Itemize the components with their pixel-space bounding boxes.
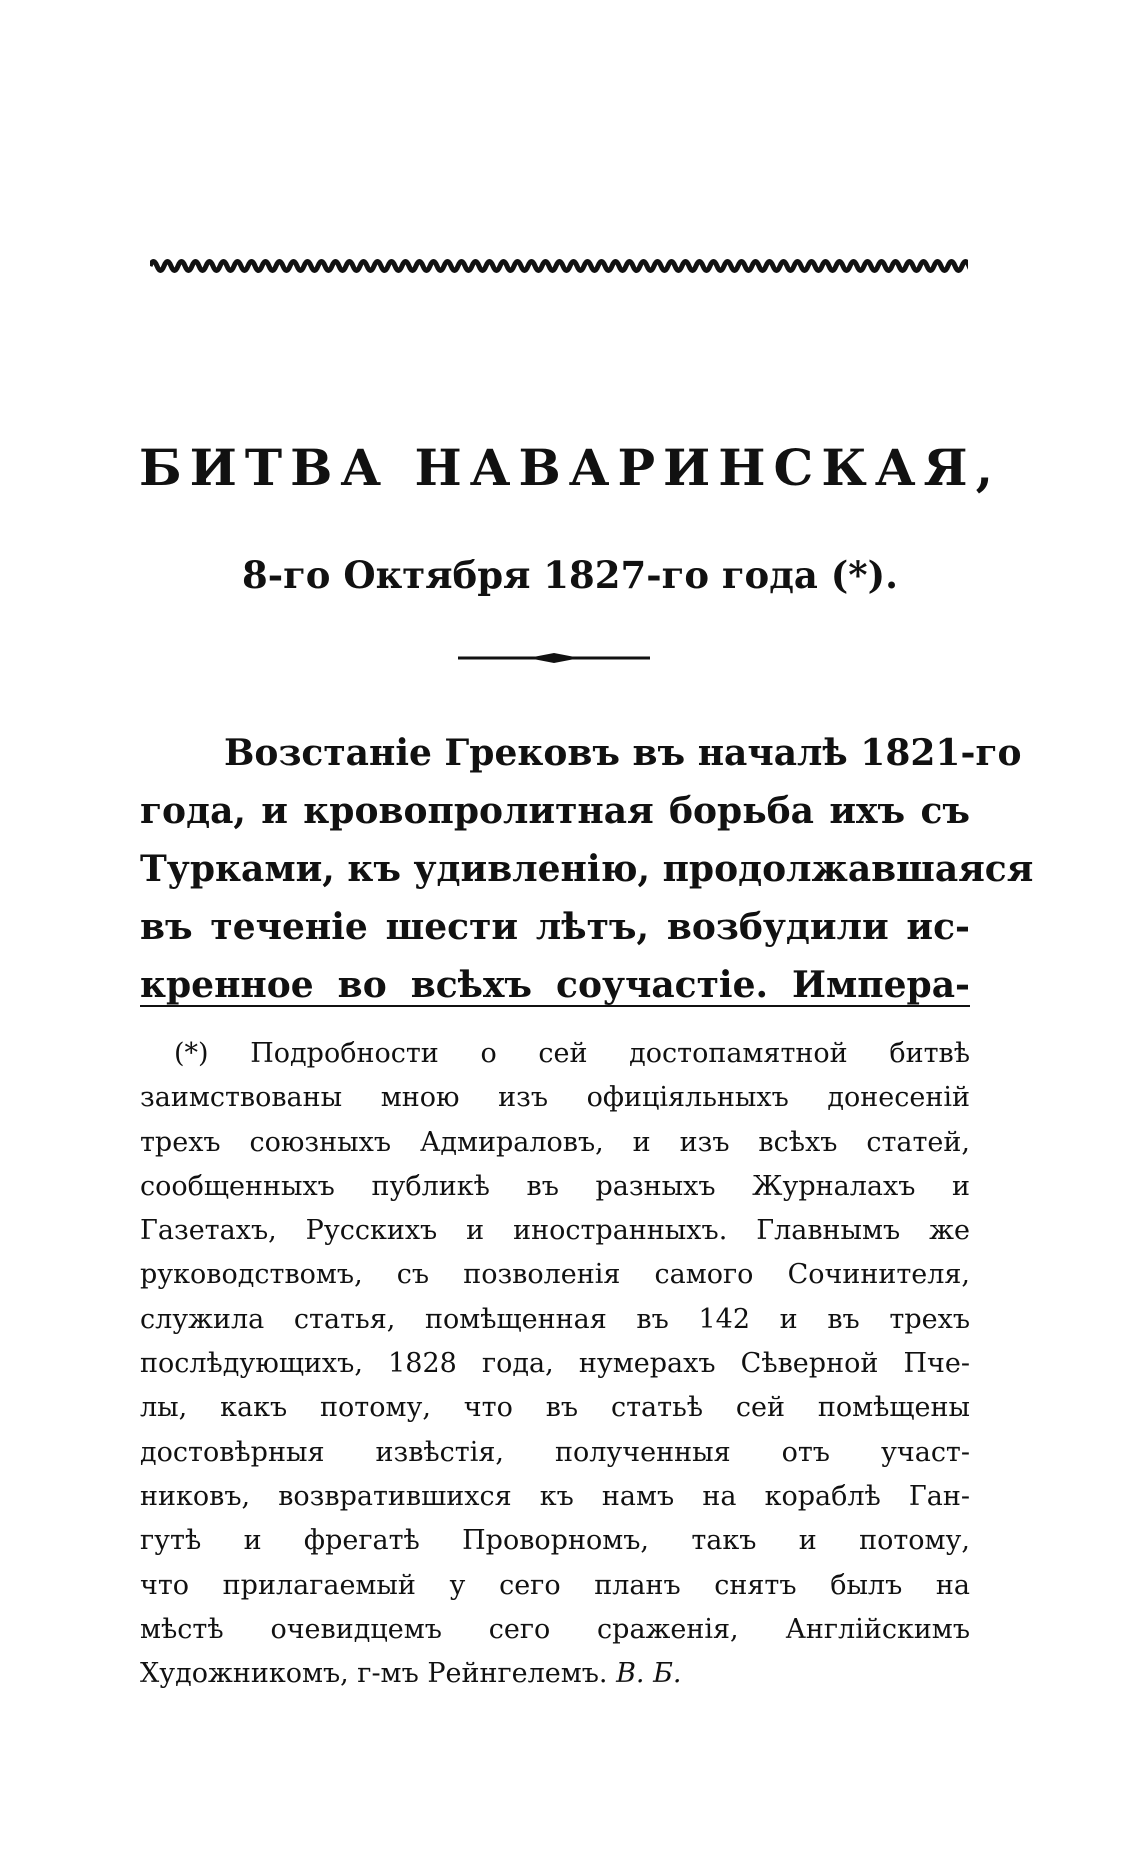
footnote — [140, 1032, 970, 1696]
footnote-line: Газетахъ, Русскихъ и иностранныхъ. Главнымъ же — [140, 1215, 970, 1247]
footnote-line: достовѣрныя извѣстія, полученныя отъ участ- — [140, 1436, 970, 1468]
author-signature: В. Б. — [616, 1658, 682, 1690]
footnote-line: что прилагаемый у сего планъ снятъ былъ на — [140, 1569, 970, 1601]
footnote-line: сообщенныхъ публикѣ въ разныхъ Журналахъ и — [140, 1170, 970, 1202]
footnote-line: лы, какъ потому, что въ статьѣ сей помѣщены — [140, 1392, 970, 1424]
chapter-title: БИТВА НАВАРИНСКАЯ, — [138, 438, 1002, 497]
footnote-line: Художникомъ, г-мъ Рейнгелемъ. — [140, 1658, 608, 1690]
text-line: Возстаніе Грековъ въ началѣ 1821-го — [224, 732, 1022, 774]
decorative-wave-border — [150, 250, 968, 282]
footnote-rule — [140, 1005, 970, 1007]
chapter-date: 8-го Октября 1827-го года (*). — [242, 553, 898, 597]
text-line: въ теченіе шести лѣтъ, возбудили ис- — [140, 906, 970, 948]
footnote-line: мѣстѣ очевидцемъ сего сраженія, Англійскимъ — [140, 1613, 970, 1645]
main-paragraph — [140, 724, 1034, 1014]
text-line: года, и кровопролитная борьба ихъ съ — [140, 790, 970, 832]
footnote-line: трехъ союзныхъ Адмираловъ, и изъ всѣхъ статей, — [140, 1126, 970, 1158]
footnote-line: послѣдующихъ, 1828 года, нумерахъ Сѣверной Пче- — [140, 1348, 970, 1380]
footnote-last-line — [140, 1652, 970, 1696]
footnote-line: служила статья, помѣщенная въ 142 и въ трехъ — [140, 1303, 970, 1335]
ornamental-divider — [458, 652, 650, 664]
text-line: кренное во всѣхъ соучастіе. Импера- — [140, 964, 970, 1006]
footnote-line: гутѣ и фрегатѣ Проворномъ, такъ и потому, — [140, 1525, 970, 1557]
footnote-line: заимствованы мною изъ офиціяльныхъ донесеній — [140, 1082, 970, 1114]
footnote-line: руководствомъ, съ позволенія самого Сочинителя, — [140, 1259, 970, 1291]
text-line: Турками, къ удивленію, продолжавшаяся — [140, 848, 1034, 890]
footnote-line: (*) Подробности о сей достопамятной битвѣ — [174, 1038, 970, 1069]
footnote-line: никовъ, возвратившихся къ намъ на кораблѣ Ган- — [140, 1480, 970, 1512]
